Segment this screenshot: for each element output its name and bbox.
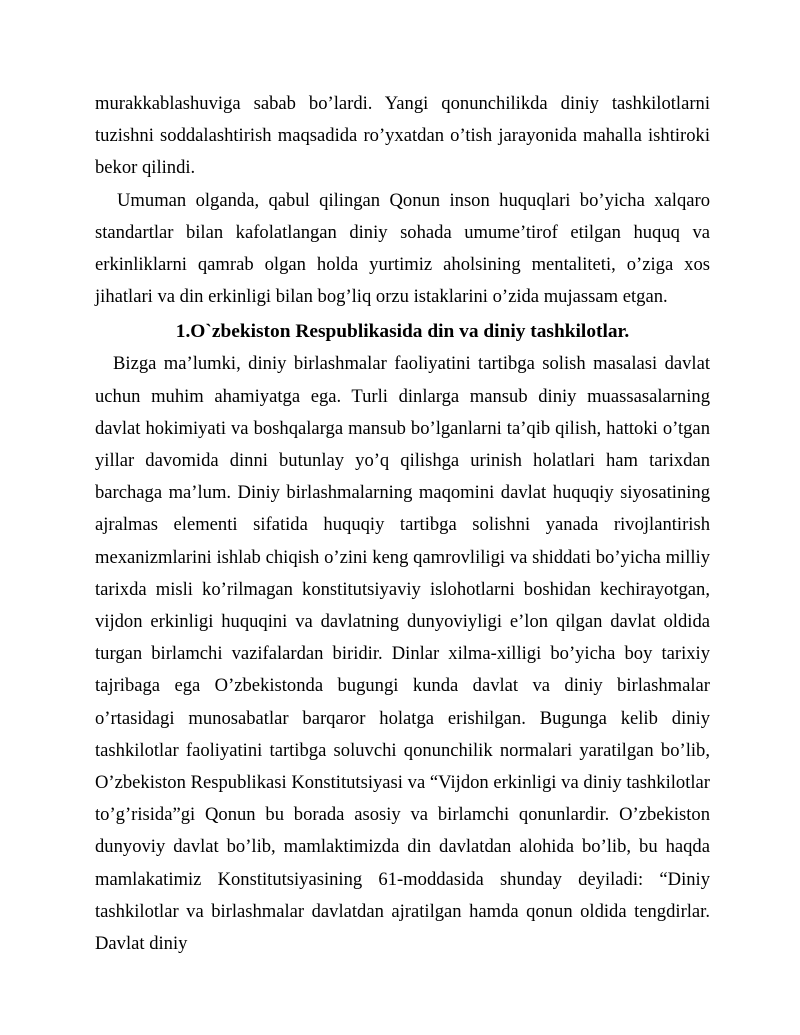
- paragraph-summary: Umuman olganda, qabul qilingan Qonun inson huquqlari bo’yicha xalqaro standartlar bilan kafolatlangan diniy sohada umume’tirof etilgan huquq va erkinliklarni qamrab olgan holda yurtimiz aholsining mentaliteti, o’ziga xos jihatlari va din erkinligi bilan bog’liq orzu istaklarini o’zida mujassam etgan.: [95, 189, 710, 308]
- document-page: [95, 88, 710, 960]
- paragraph-continuation: murakkablashuviga sabab bo’lardi. Yangi qonunchilikda diniy tashkilotlarni tuzishni soddalashtirish maqsadida ro’yxatdan o’tish jarayonida mahalla ishtiroki bekor qilindi.: [95, 93, 710, 179]
- section-heading: 1.O`zbekiston Respublikasida din va diniy tashkilotlar.: [175, 321, 630, 343]
- paragraph-body: Bizga ma’lumki, diniy birlashmalar faoliyatini tartibga solish masalasi davlat uchun muhim ahamiyatga ega. Turli dinlarga mansub diniy muassasalarning davlat hokimiyati va boshqalarga mansub bo’lganlarni ta’qib qilish, hattoki o’tgan yillar davomida dinni butunlay yo’q qilishga urinish holatlari ham tarixdan barchaga ma’lum. Diniy birlashmalarning maqomini davlat huquqiy siyosatining ajralmas elementi sifatida huquqiy tartibga solishni yanada rivojlantirish mexanizmlarini ishlab chiqish o’zini keng qamrovliligi va shiddati bo’yicha milliy tarixda misli ko’rilmagan konstitutsiyaviy islohotlarni boshidan kechirayotgan, vijdon erkinligi huquqini va davlatning dunyoviyligi e’lon qilgan davlat oldida turgan birlamchi vazifalardan biridir. Dinlar xilma-xilligi bo’yicha boy tarixiy tajribaga ega O’zbekistonda bugungi kunda davlat va diniy birlashmalar o’rtasidagi munosabatlar barqaror holatga erishilgan. Bugunga kelib diniy tashkilotlar faoliyatini tartibga soluvchi qonunchilik normalari yaratilgan bo’lib, O’zbekiston Respublikasi Konstitutsiyasi va “Vijdon erkinligi va diniy tashkilotlar to’g’risida”gi Qonun bu borada asosiy va birlamchi qonunlardir. O’zbekiston dunyoviy davlat bo’lib, mamlaktimizda din davlatdan alohida bo’lib, bu haqda mamlakatimiz Konstitutsiyasining 61-moddasida shunday deyiladi: “Diniy tashkilotlar va birlashmalar davlatdan ajratilgan hamda qonun oldida tengdirlar. Davlat diniy: [95, 353, 710, 955]
